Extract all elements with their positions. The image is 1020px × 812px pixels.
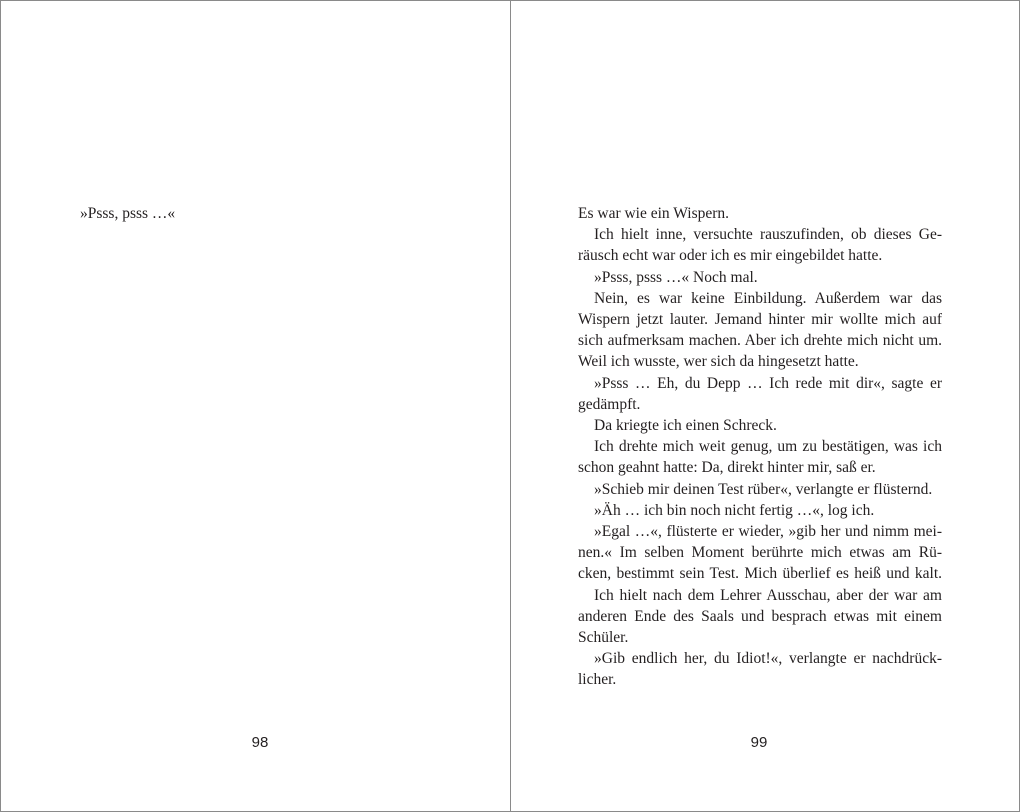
text-line: Ich hielt nach dem Lehrer Ausschau, aber der war am xyxy=(594,586,942,604)
text-line: Wispern jetzt lauter. Jemand hinter mir wollte mich auf xyxy=(578,310,942,328)
page-number-left: 98 xyxy=(251,734,269,751)
text-line: »Gib endlich her, du Idiot!«, verlangte er nachdrück- xyxy=(594,650,942,668)
text-line: Nein, es war keine Einbildung. Außerdem war das xyxy=(594,289,942,307)
text-line: sich aufmerksam machen. Aber ich drehte mich nicht um. xyxy=(578,332,942,350)
text-line: licher. xyxy=(578,671,617,689)
text-line: »Äh … ich bin noch nicht fertig …«, log ich. xyxy=(594,501,875,519)
text-line: »Egal …«, flüsterte er wieder, »gib her und nimm mei- xyxy=(594,522,942,540)
text-line: Ich hielt inne, versuchte rauszufinden, ob dieses Ge- xyxy=(594,226,942,244)
text-line: »Psss, psss …« xyxy=(80,205,176,222)
text-line: Weil ich wusste, wer sich da hingesetzt hatte. xyxy=(578,353,859,371)
text-line: Ich drehte mich weit genug, um zu bestätigen, was ich xyxy=(594,438,942,456)
text-line: Da kriegte ich einen Schreck. xyxy=(594,416,777,434)
text-line: Es war wie ein Wispern. xyxy=(578,205,730,222)
left-page xyxy=(1,1,510,811)
text-line: räusch echt war oder ich es mir eingebildet hatte. xyxy=(578,247,883,265)
right-page xyxy=(511,1,1019,811)
text-line: »Schieb mir deinen Test rüber«, verlangte er flüsternd. xyxy=(594,480,933,498)
text-line: cken, bestimmt sein Test. Mich überlief es heiß und kalt. xyxy=(578,565,942,583)
text-line: »Psss, psss …« Noch mal. xyxy=(594,268,758,286)
left-page-text xyxy=(80,203,450,224)
text-line: anderen Ende des Saals und besprach etwas mit einem xyxy=(578,607,942,625)
text-line: Schüler. xyxy=(578,628,629,646)
page-number-right: 99 xyxy=(750,734,768,751)
text-line: schon geahnt hatte: Da, direkt hinter mir, saß er. xyxy=(578,459,876,477)
text-line: »Psss … Eh, du Depp … Ich rede mit dir«, sagte er xyxy=(594,374,942,392)
right-page-text xyxy=(578,203,942,690)
text-line: nen.« Im selben Moment berührte mich etwas am Rü- xyxy=(578,544,942,562)
text-line: gedämpft. xyxy=(578,395,641,413)
